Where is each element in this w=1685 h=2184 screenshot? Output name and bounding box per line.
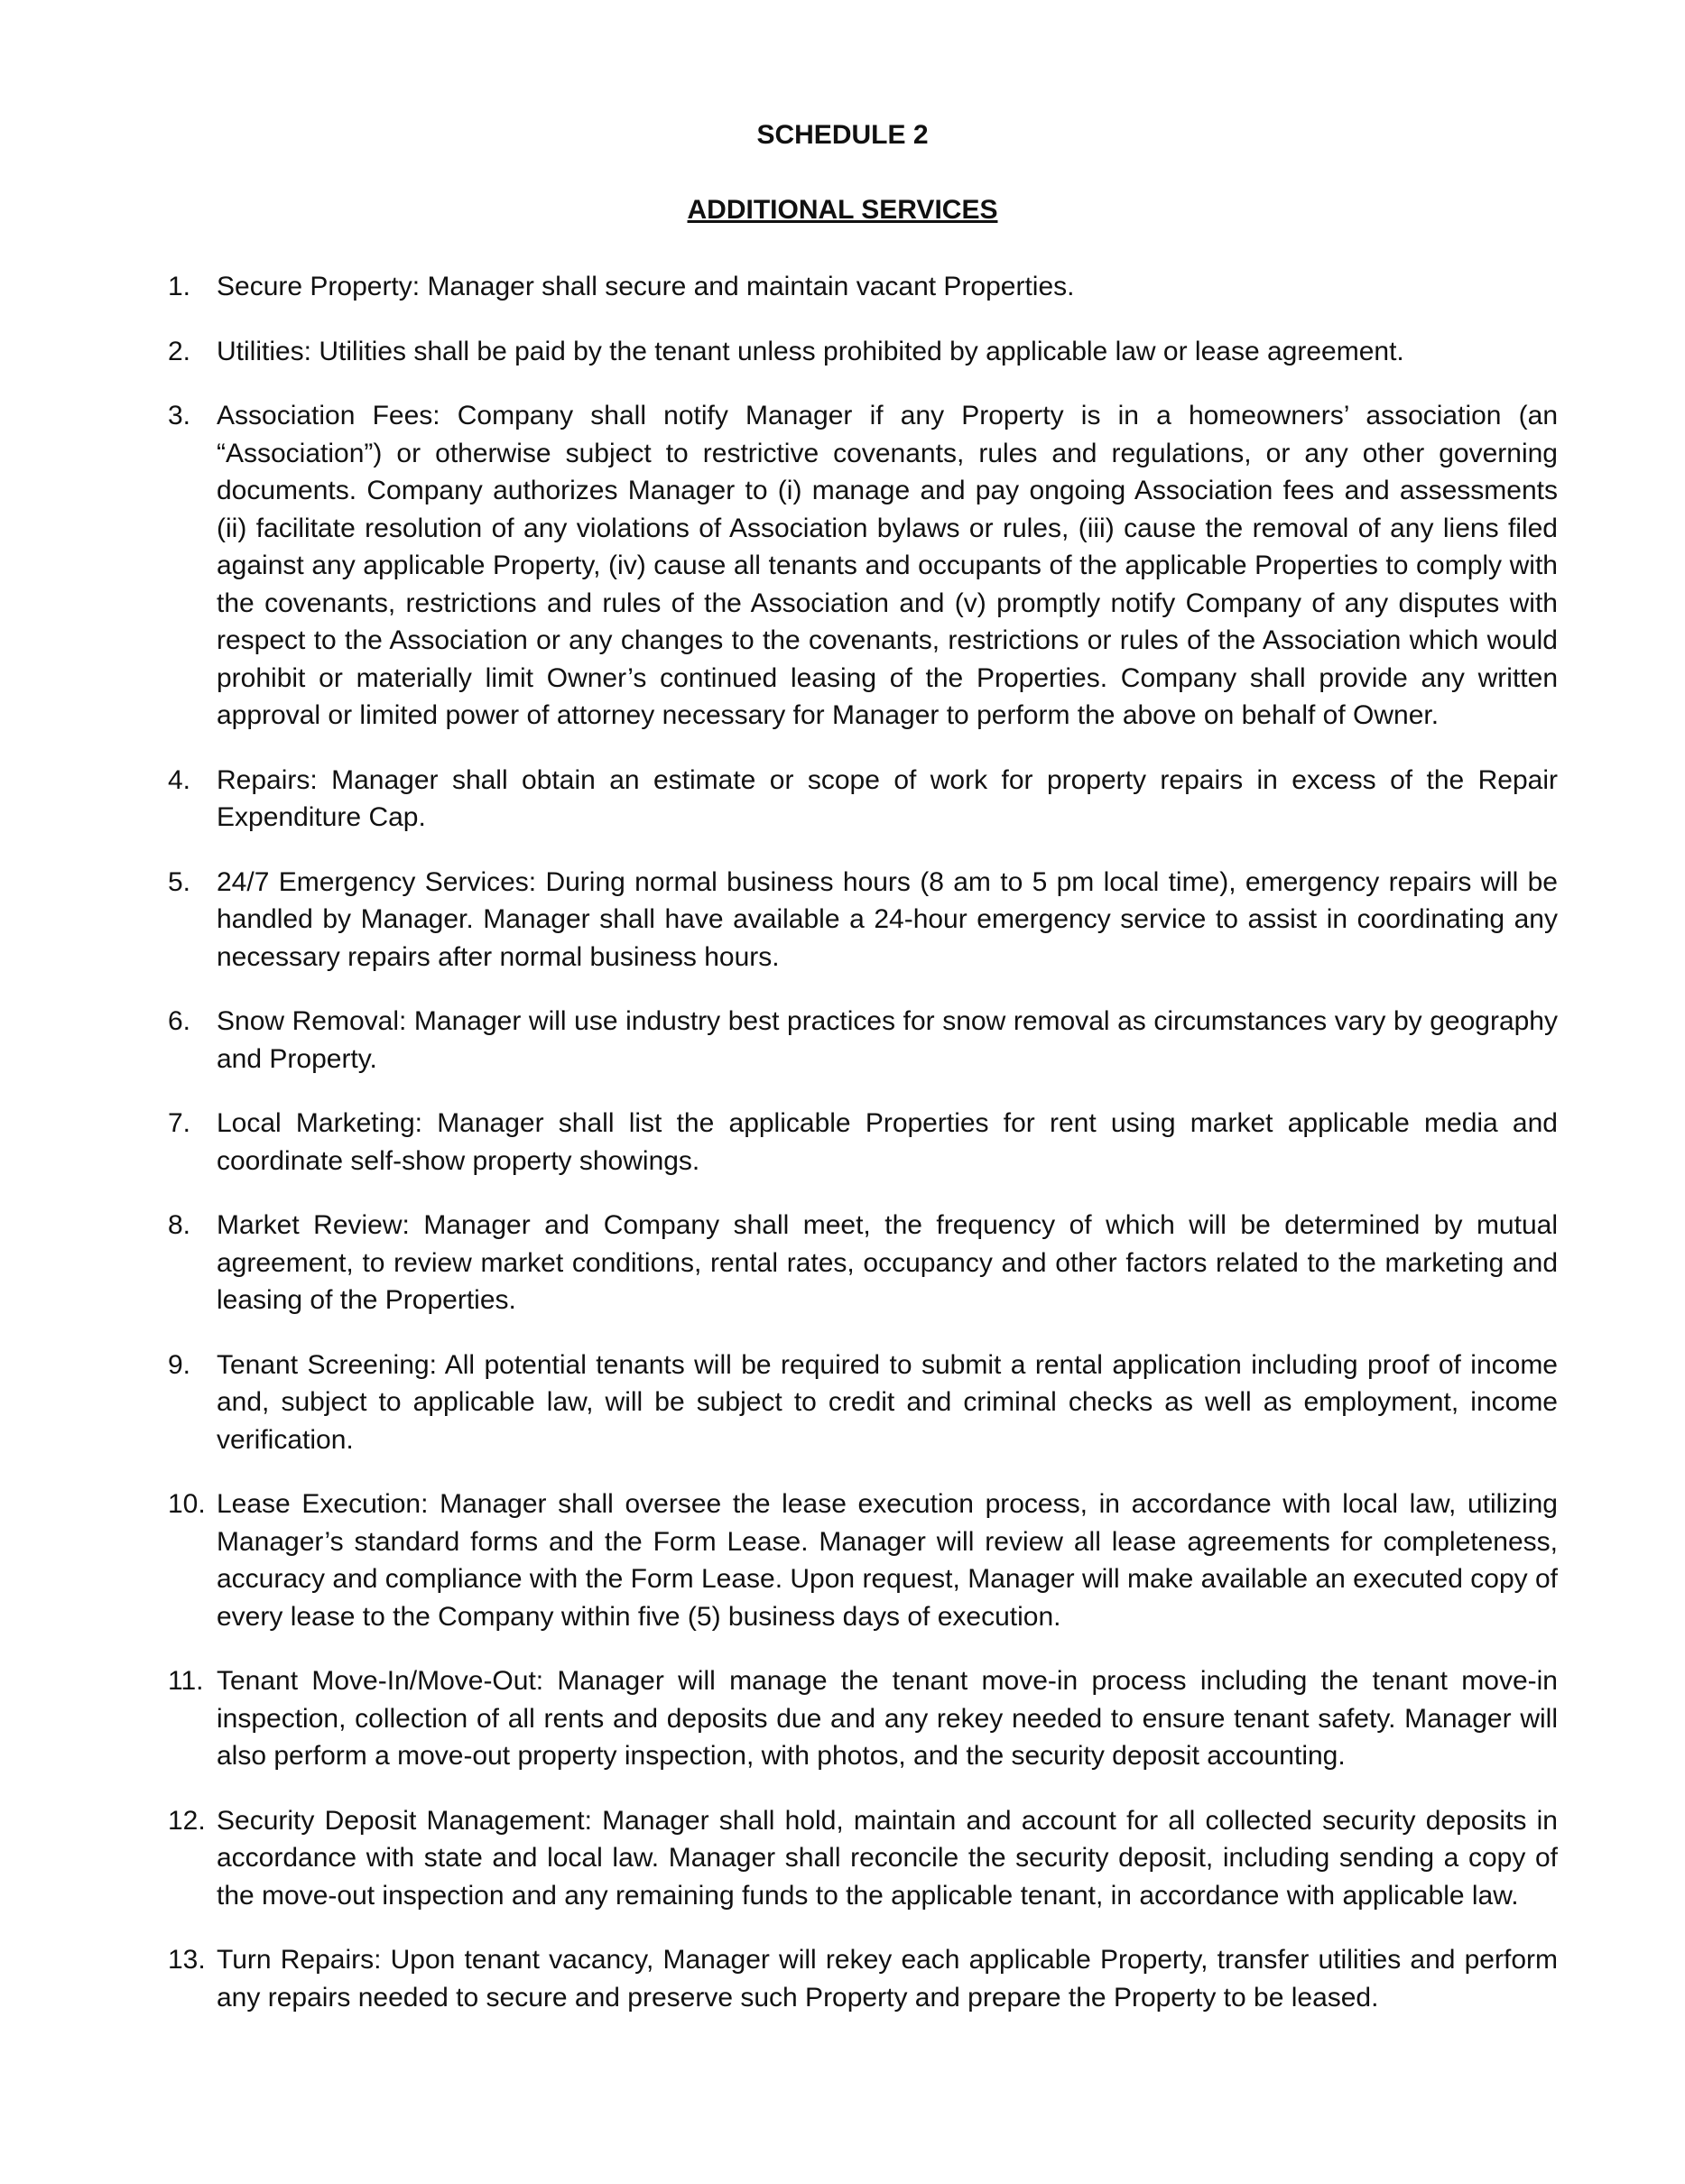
item-text: Lease Execution: Manager shall oversee the lease execution process, in accordance with local law, utilizing Manager’s standard forms and the Form Lease. Manager will review all lease agreements for completeness, accuracy and compliance with the Form Lease. Upon request, Manager will make available an executed copy of every lease to the Company within five (5) business days of execution. — [217, 1489, 1558, 1632]
item-number: 13. — [168, 1945, 206, 1975]
list-item — [168, 1207, 1558, 1319]
item-text: Turn Repairs: Upon tenant vacancy, Manager will rekey each applicable Property, transfer utilities and perform any repairs needed to secure and preserve such Property and prepare the Property to be leased. — [217, 1945, 1558, 2013]
item-number: 7. — [168, 1108, 191, 1138]
list-item — [168, 864, 1558, 976]
list-item — [168, 333, 1558, 371]
item-number: 1. — [168, 272, 191, 301]
list-item — [168, 1485, 1558, 1635]
item-text: Local Marketing: Manager shall list the applicable Properties for rent using market applicable media and coordinate self-show property showings. — [217, 1108, 1558, 1176]
section-heading: ADDITIONAL SERVICES — [687, 195, 998, 225]
item-number: 9. — [168, 1349, 191, 1380]
item-number: 6. — [168, 1006, 191, 1036]
item-number: 12. — [168, 1805, 206, 1836]
list-item — [168, 1802, 1558, 1915]
item-text: Utilities: Utilities shall be paid by the tenant unless prohibited by applicable law or lease agreement. — [217, 336, 1404, 366]
item-number: 11. — [168, 1666, 204, 1696]
schedule-title: SCHEDULE 2 — [756, 120, 929, 150]
list-item — [168, 1105, 1558, 1180]
list-item — [168, 1941, 1558, 2016]
item-text: Market Review: Manager and Company shall meet, the frequency of which will be determined by mutual agreement, to review market conditions, rental rates, occupancy and other factors related to the marketing and leasing of the Properties. — [217, 1210, 1558, 1315]
item-text: 24/7 Emergency Services: During normal business hours (8 am to 5 pm local time), emergency repairs will be handled by Manager. Manager shall have available a 24-hour emergency service to assist in coordinating any necessary repairs after normal business hours. — [217, 866, 1558, 972]
list-item — [168, 1346, 1558, 1459]
item-number: 8. — [168, 1210, 191, 1240]
additional-services-list — [168, 268, 1558, 2043]
item-number: 10. — [168, 1489, 206, 1519]
list-item — [168, 1662, 1558, 1775]
item-text: Secure Property: Manager shall secure and maintain vacant Properties. — [217, 272, 1075, 301]
list-item — [168, 762, 1558, 837]
list-item — [168, 397, 1558, 735]
item-text: Security Deposit Management: Manager shall hold, maintain and account for all collected security deposits in accordance with state and local law. Manager shall reconcile the security deposit, including sending a copy of the move-out inspection and any remaining funds to the applicable tenant, in accordance with applicable law. — [217, 1805, 1558, 1911]
item-text: Repairs: Manager shall obtain an estimate or scope of work for property repairs in excess of the Repair Expenditure Cap. — [217, 764, 1558, 832]
item-number: 4. — [168, 764, 191, 795]
item-text: Association Fees: Company shall notify Manager if any Property is in a homeowners’ association (an “Association”) or otherwise subject to restrictive covenants, rules and regulations, or any other governing documents. Company authorizes Manager to (i) manage and pay ongoing Association fees and assessments (ii) facilitate resolution of any violations of Association bylaws or rules, (iii) cause the removal of any liens filed against any applicable Property, (iv) cause all tenants and occupants of the applicable Properties to comply with the covenants, restrictions and rules of the Association and (v) promptly notify Company of any disputes with respect to the Association or any changes to the covenants, restrictions or rules of the Association which would prohibit or materially limit Owner’s continued leasing of the Properties. Company shall provide any written approval or limited power of attorney necessary for Manager to perform the above on behalf of Owner. — [217, 401, 1558, 730]
list-item — [168, 1003, 1558, 1078]
list-item — [168, 268, 1558, 306]
item-text: Snow Removal: Manager will use industry best practices for snow removal as circumstances vary by geography and Property. — [217, 1006, 1558, 1074]
item-number: 5. — [168, 866, 191, 897]
item-text: Tenant Move-In/Move-Out: Manager will manage the tenant move-in process including the tenant move-in inspection, collection of all rents and deposits due and any rekey needed to ensure tenant safety. Manager will also perform a move-out property inspection, with photos, and the security deposit accounting. — [217, 1666, 1558, 1771]
item-number: 2. — [168, 336, 191, 366]
item-number: 3. — [168, 401, 191, 430]
item-text: Tenant Screening: All potential tenants will be required to submit a rental application including proof of income and, subject to applicable law, will be subject to credit and criminal checks as well as employment, income verification. — [217, 1349, 1558, 1455]
